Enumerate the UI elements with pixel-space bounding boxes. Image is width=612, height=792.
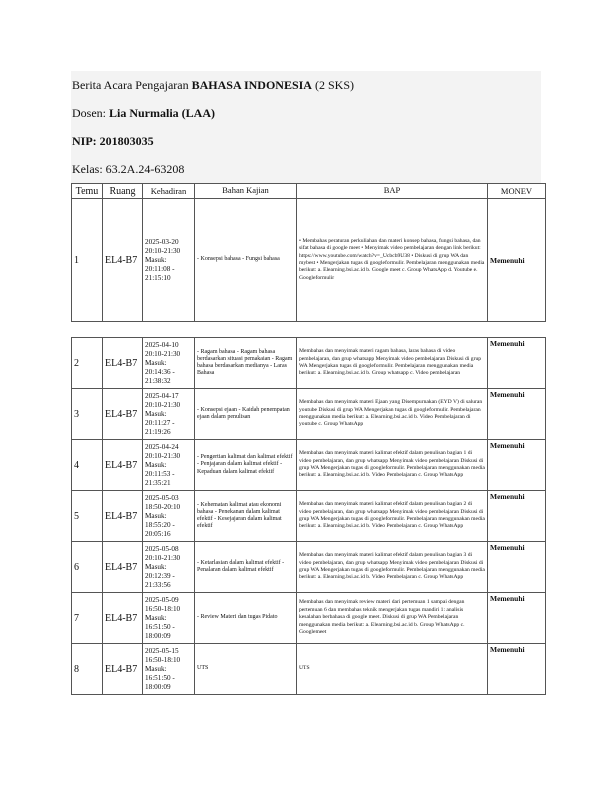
cell-ruang: EL4-B7	[103, 199, 143, 322]
lecturer-label: Dosen:	[72, 106, 109, 120]
document-title	[71, 71, 541, 99]
column-header-kehadiran: Kehadiran	[143, 184, 195, 199]
attendance-table-part1	[71, 183, 546, 322]
column-header-bap: BAP	[297, 184, 488, 199]
cell-bap: Membahas dan menyimak materi kalimat efektif dalam penulisan bagian 2 di video pembelajaran, dan grup whatsapp Menyimak video pembelajaran Diskusi di grup WA Mengerjakan tugas di googleformulir. Pembelajaran menggunakan media berikut: a. Elearning.bsi.ac.id b. Video Pembelajaran c. Group WhatsApp	[297, 491, 488, 542]
cell-temu: 4	[72, 440, 103, 491]
cell-bahan: - Review Materi dan tugas Pidato	[195, 593, 297, 644]
nip-line	[71, 127, 541, 155]
cell-temu: 5	[72, 491, 103, 542]
nip-value: NIP: 201803035	[72, 134, 154, 148]
cell-ruang: EL4-B7	[103, 389, 143, 440]
table-row	[72, 440, 546, 491]
column-header-temu: Temu	[72, 184, 103, 199]
document-header	[71, 71, 541, 183]
cell-bap: • Membahas peraturan perkuliahan dan materi konsep bahasa, fungsi bahasa, dan sifat bahasa di google meet • Menyimak video pembelajaran dengan link berikut: https://www.youtube.com/watch?v=_Ucbcb9U38 • Diskusi di grup WA dan mybest • Mengerjakan tugas di googleformulir. Pembelajaran menggunakan media berikut: a. Elearning.bsi.ac.id b. Google meet c. Group WhatsApp d. Youtube e. Googleformulir	[297, 199, 488, 322]
cell-bap: UTS	[297, 644, 488, 695]
cell-bap: Membahas dan menyimak review materi dari pertemuan 1 sampai dengan pertemuan 6 dan membahas teknik mengerjakan tugas mandiri 1: analisis kesalahan berbahasa di google meet. Diskusi di grup WA Pembelajaran menggunakan media berikut: a. Elearning.bsi.ac.id b. Group WhatsApp c. Googlemeet	[297, 593, 488, 644]
cell-bahan: - Konsepsi ejaan - Kaidah penempatan ejaan dalam penulisan	[195, 389, 297, 440]
column-header-ruang: Ruang	[103, 184, 143, 199]
title-prefix: Berita Acara Pengajaran	[72, 78, 192, 92]
table-row	[72, 199, 546, 322]
cell-bahan: - Ketarlasian dalam kalimat efektif - Penalaran dalam kalimat efektif	[195, 542, 297, 593]
cell-ruang: EL4-B7	[103, 644, 143, 695]
cell-bahan: UTS	[195, 644, 297, 695]
table-row	[72, 542, 546, 593]
column-header-monev: MONEV	[488, 184, 546, 199]
table-row	[72, 338, 546, 389]
cell-monev: Memenuhi	[488, 440, 546, 491]
table-header-row	[72, 184, 546, 199]
cell-bap: Membahas dan menyimak materi kalimat efektif dalam penulisan bagian 3 di video pembelajaran, dan grup whatsapp Menyimak video pembelajaran Diskusi di grup WA Mengerjakan tugas di googleformulir. Pembelajaran menggunakan media berikut: a. Elearning.bsi.ac.id b. Video Pembelajaran c. Group WhatsApp	[297, 542, 488, 593]
course-credits: (2 SKS)	[311, 78, 354, 92]
cell-temu: 8	[72, 644, 103, 695]
cell-ruang: EL4-B7	[103, 338, 143, 389]
cell-monev: Memenuhi	[488, 491, 546, 542]
cell-bap: Membahas dan menyimak materi Ejaan yang Disempurnakan (EYD V) di saluran youtube Diskusi di grup WA Mengerjakan tugas di googleformulir. Pembelajaran menggunakan media berikut: a. Elearning.bsi.ac.id b. Video Pembelajaran di youtube c. Group WhatsApp	[297, 389, 488, 440]
cell-kehadiran: 2025-04-24 20:10-21:30 Masuk: 20:11:53 - 21:35:21	[143, 440, 195, 491]
class-line	[71, 155, 541, 183]
lecturer-line	[71, 99, 541, 127]
cell-temu: 6	[72, 542, 103, 593]
class-value: Kelas: 63.2A.24-63208	[72, 162, 185, 176]
cell-temu: 3	[72, 389, 103, 440]
cell-monev: Memenuhi	[488, 644, 546, 695]
cell-temu: 7	[72, 593, 103, 644]
cell-ruang: EL4-B7	[103, 542, 143, 593]
cell-bahan: - Konsepsi bahasa - Fungsi bahasa	[195, 199, 297, 322]
cell-temu: 1	[72, 199, 103, 322]
table-row	[72, 389, 546, 440]
table-row	[72, 644, 546, 695]
lecturer-name: Lia Nurmalia (LAA)	[109, 106, 215, 120]
cell-ruang: EL4-B7	[103, 491, 143, 542]
cell-kehadiran: 2025-05-15 16:50-18:10 Masuk: 16:51:50 - 18:00:09	[143, 644, 195, 695]
table-row	[72, 593, 546, 644]
cell-kehadiran: 2025-05-08 20:10-21:30 Masuk: 20:12:39 - 21:33:56	[143, 542, 195, 593]
cell-monev: Memenuhi	[488, 338, 546, 389]
cell-monev: Memenuhi	[488, 199, 546, 322]
cell-kehadiran: 2025-05-03 18:50-20:10 Masuk: 18:55:20 - 20:05:16	[143, 491, 195, 542]
column-header-bahan: Bahan Kajian	[195, 184, 297, 199]
attendance-table-part2	[71, 337, 546, 695]
cell-bahan: - Ragam bahasa - Ragam bahasa berdasarkan situasi pemakaian - Ragam bahasa berdasarkan medianya - Laras Bahasa	[195, 338, 297, 389]
cell-kehadiran: 2025-03-20 20:10-21:30 Masuk: 20:11:08 - 21:15:10	[143, 199, 195, 322]
cell-ruang: EL4-B7	[103, 440, 143, 491]
cell-temu: 2	[72, 338, 103, 389]
cell-bahan: - Pengertian kalimat dan kalimat efektif - Penjajaran dalam kalimat efektif - Kepaduan dalam kalimat efektif	[195, 440, 297, 491]
cell-monev: Memenuhi	[488, 389, 546, 440]
cell-monev: Memenuhi	[488, 593, 546, 644]
cell-bap: Membahas dan menyimak materi kalimat efektif dalam penulisan bagian 1 di video pembelajaran, dan grup whatsapp Menyimak video pembelajaran Diskusi di grup WA Mengerjakan tugas di googleformulir. Pembelajaran menggunakan media berikut: a. Elearning.bsi.ac.id b. Video Pembelajaran c. Group WhatsApp	[297, 440, 488, 491]
cell-kehadiran: 2025-04-10 20:10-21:30 Masuk: 20:14:36 - 21:38:32	[143, 338, 195, 389]
cell-kehadiran: 2025-05-09 16:50-18:10 Masuk: 16:51:50 - 18:00:09	[143, 593, 195, 644]
cell-bap: Membahas dan menyimak materi ragam bahasa, laras bahasa di video pembelajaran, dan grup whatsapp Menyimak video pembelajaran Diskusi di grup WA Mengerjakan tugas di googleformulir. Pembelajaran menggunakan media berikut: a. Elearning.bsi.ac.id b. Group whatsapp c. Video pembelajaran	[297, 338, 488, 389]
course-name: BAHASA INDONESIA	[191, 78, 312, 92]
cell-bahan: - Kehematan kalimat atau ekonomi bahasa - Penekanan dalam kalimat efektif - Kesejajaran dalam kalimat efektif	[195, 491, 297, 542]
cell-monev: Memenuhi	[488, 542, 546, 593]
cell-ruang: EL4-B7	[103, 593, 143, 644]
cell-kehadiran: 2025-04-17 20:10-21:30 Masuk: 20:11:27 - 21:19:26	[143, 389, 195, 440]
table-row	[72, 491, 546, 542]
